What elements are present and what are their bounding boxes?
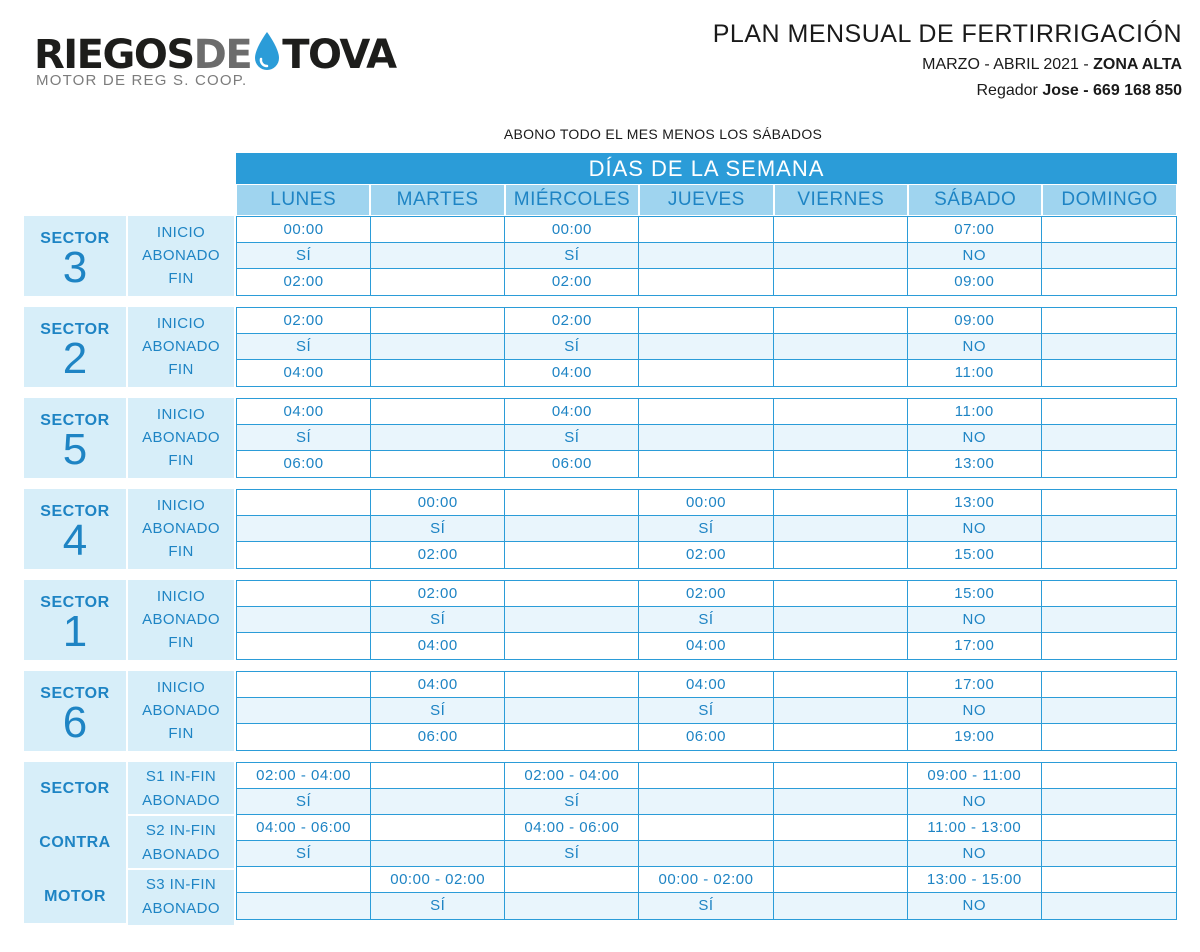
table-cell [1042,516,1176,541]
table-cell [774,672,908,697]
week-title: DÍAS DE LA SEMANA [236,153,1177,184]
table-cell [639,763,773,788]
table-cell [371,763,505,788]
table-cell [371,269,505,295]
table-cell: SÍ [371,698,505,723]
row-type-label-2: FIN [168,361,194,378]
row-type-label-1: ABONADO [142,611,220,628]
table-cell [237,867,371,892]
table-cell: 04:00 - 06:00 [237,815,371,840]
sector-number: 4 [62,516,88,565]
table-cell: SÍ [505,243,639,268]
table-cell [371,308,505,333]
table-cell: 00:00 - 02:00 [371,867,505,892]
logo-part-tova: TOVA [282,32,396,78]
row-type-label-0: INICIO [156,406,206,423]
table-cell [1042,243,1176,268]
sector-label-4 [24,489,126,569]
sector-number: 1 [62,607,88,656]
table-row [237,841,1176,867]
table-cell: 11:00 - 13:00 [908,815,1042,840]
table-cell [237,672,371,697]
table-cell [639,269,773,295]
contact-value: Jose - 669 168 850 [1042,82,1182,99]
motor-row-label: ABONADO [142,846,220,863]
table-cell [237,607,371,632]
table-row [237,815,1176,841]
table-cell [237,698,371,723]
table-row [237,581,1176,607]
table-cell: 11:00 [908,399,1042,424]
table-cell: 13:00 - 15:00 [908,867,1042,892]
table-cell: 04:00 [639,672,773,697]
table-cell: 02:00 [371,581,505,606]
row-type-label-1: ABONADO [142,702,220,719]
table-cell: NO [908,334,1042,359]
table-cell: 13:00 [908,490,1042,515]
table-cell [1042,360,1176,386]
table-cell [371,399,505,424]
table-cell [1042,542,1176,568]
table-cell: 13:00 [908,451,1042,477]
table-cell [774,490,908,515]
table-cell [774,815,908,840]
table-cell: 04:00 [505,360,639,386]
table-cell [237,581,371,606]
table-cell [371,217,505,242]
table-row [237,724,1176,750]
contact-label: Regador [976,82,1043,99]
row-type-label-1: ABONADO [142,429,220,446]
table-cell [639,334,773,359]
table-cell: NO [908,607,1042,632]
table-cell: SÍ [237,789,371,814]
table-cell [1042,763,1176,788]
water-drop-icon [252,30,282,74]
table-cell [774,607,908,632]
table-cell: 06:00 [371,724,505,750]
motor-row-label: S1 IN-FIN [145,768,217,785]
table-cell [1042,633,1176,659]
row-type-label-2: FIN [168,543,194,560]
sector-grid-3 [236,216,1177,296]
row-type-labels [128,580,234,660]
sector-label-6 [24,671,126,751]
table-cell [774,243,908,268]
day-header-5: VIERNES [775,185,907,215]
table-cell: 06:00 [505,451,639,477]
table-cell [1042,815,1176,840]
sector-label-1 [24,580,126,660]
table-cell: NO [908,516,1042,541]
table-cell [371,841,505,866]
row-type-label-2: FIN [168,270,194,287]
logo-part-riegos: RIEGOS [34,32,194,78]
table-cell: 00:00 [237,217,371,242]
table-cell: 02:00 [639,581,773,606]
table-cell: 00:00 [371,490,505,515]
table-cell [774,542,908,568]
table-cell [505,542,639,568]
sector-label-text: SECTOR [40,503,110,520]
table-cell: 02:00 - 04:00 [237,763,371,788]
table-cell: SÍ [505,334,639,359]
page-title: PLAN MENSUAL DE FERTIRRIGACIÓN [712,20,1182,48]
table-cell: 15:00 [908,581,1042,606]
sector-grid-5 [236,398,1177,478]
table-cell: 06:00 [639,724,773,750]
table-cell [774,516,908,541]
table-cell: 02:00 [237,308,371,333]
table-cell: SÍ [639,698,773,723]
motor-row-labels-1 [128,762,234,814]
sector-label-text: SECTOR [40,230,110,247]
table-cell: NO [908,698,1042,723]
table-cell: 06:00 [237,451,371,477]
table-cell [774,334,908,359]
table-cell: 19:00 [908,724,1042,750]
row-type-label-0: INICIO [156,679,206,696]
day-header-4: JUEVES [640,185,772,215]
table-cell [774,893,908,919]
sector-label-text: SECTOR [40,685,110,702]
table-cell [639,425,773,450]
motor-sector-label [24,762,126,923]
table-cell [639,308,773,333]
table-row [237,763,1176,789]
table-cell: 04:00 - 06:00 [505,815,639,840]
contact-line [977,82,1183,100]
table-cell [1042,269,1176,295]
table-cell: SÍ [505,425,639,450]
table-cell: 15:00 [908,542,1042,568]
table-cell [1042,724,1176,750]
table-cell [774,308,908,333]
table-cell [639,841,773,866]
table-cell: 00:00 - 02:00 [639,867,773,892]
sector-grid-4 [236,489,1177,569]
table-cell: SÍ [371,607,505,632]
sector-grid-1 [236,580,1177,660]
table-cell [1042,867,1176,892]
table-cell [237,542,371,568]
table-row [237,334,1176,360]
sector-label-5 [24,398,126,478]
motor-row-labels-2 [128,816,234,868]
table-cell [371,334,505,359]
table-cell [774,867,908,892]
table-cell [237,490,371,515]
table-cell [505,516,639,541]
table-cell [639,217,773,242]
table-cell [1042,451,1176,477]
table-cell [371,243,505,268]
motor-row-labels-3 [128,870,234,925]
table-cell: SÍ [639,516,773,541]
table-cell: SÍ [237,425,371,450]
table-cell: 09:00 - 11:00 [908,763,1042,788]
table-cell: SÍ [639,893,773,919]
day-header-2: MARTES [371,185,503,215]
row-type-labels [128,671,234,751]
row-type-label-1: ABONADO [142,520,220,537]
table-cell [1042,334,1176,359]
table-row [237,672,1176,698]
table-row [237,451,1176,477]
schedule-note: ABONO TODO EL MES MENOS LOS SÁBADOS [503,126,823,142]
day-header-6: SÁBADO [909,185,1041,215]
table-cell [505,893,639,919]
table-row [237,217,1176,243]
table-row [237,789,1176,815]
table-cell [1042,490,1176,515]
zone-text: ZONA ALTA [1093,56,1182,73]
table-cell [774,425,908,450]
row-type-labels [128,216,234,296]
row-type-labels [128,307,234,387]
table-cell [1042,841,1176,866]
table-row [237,542,1176,568]
table-cell: NO [908,425,1042,450]
table-row [237,360,1176,386]
table-cell [639,243,773,268]
sector-number: 5 [62,425,88,474]
table-cell [505,633,639,659]
table-cell: 09:00 [908,308,1042,333]
table-cell: NO [908,789,1042,814]
motor-label-line-1: CONTRA [39,834,111,851]
row-type-label-0: INICIO [156,315,206,332]
table-cell: NO [908,893,1042,919]
sector-grid-6 [236,671,1177,751]
table-cell: 00:00 [505,217,639,242]
logo-part-de: DE [193,32,252,78]
table-cell [639,451,773,477]
row-type-label-2: FIN [168,725,194,742]
table-cell: 02:00 [505,308,639,333]
table-cell [774,399,908,424]
table-cell [505,490,639,515]
logo [34,22,434,102]
table-cell [237,724,371,750]
table-cell: 11:00 [908,360,1042,386]
sector-label-text: SECTOR [40,412,110,429]
table-cell [371,425,505,450]
table-cell: 17:00 [908,633,1042,659]
table-cell [371,360,505,386]
table-cell [1042,607,1176,632]
table-row [237,269,1176,295]
sector-number: 3 [62,243,88,292]
table-cell [1042,581,1176,606]
row-type-labels [128,398,234,478]
sector-grid-2 [236,307,1177,387]
row-type-label-1: ABONADO [142,247,220,264]
table-cell [1042,399,1176,424]
logo-subtitle: MOTOR DE REG S. COOP. [36,72,248,89]
sector-label-text: SECTOR [40,321,110,338]
table-cell: 02:00 [371,542,505,568]
table-row [237,516,1176,542]
table-cell [237,893,371,919]
table-cell: 02:00 [505,269,639,295]
table-cell: SÍ [237,243,371,268]
table-row [237,607,1176,633]
table-cell [774,581,908,606]
table-cell [774,633,908,659]
day-header-3: MIÉRCOLES [506,185,638,215]
table-cell [1042,893,1176,919]
table-cell: 04:00 [639,633,773,659]
table-cell [1042,698,1176,723]
table-cell: SÍ [371,516,505,541]
table-cell [371,789,505,814]
sector-number: 2 [62,334,88,383]
table-cell: 02:00 [639,542,773,568]
motor-label-line-2: MOTOR [44,888,106,905]
table-cell [774,789,908,814]
table-cell [371,815,505,840]
table-cell [774,763,908,788]
table-cell [1042,217,1176,242]
motor-row-label: S2 IN-FIN [145,822,217,839]
table-row [237,308,1176,334]
table-cell [1042,672,1176,697]
table-cell [774,451,908,477]
table-cell: 00:00 [639,490,773,515]
table-cell: SÍ [371,893,505,919]
table-cell [774,360,908,386]
table-cell: 04:00 [237,399,371,424]
row-type-label-2: FIN [168,634,194,651]
sector-number: 6 [62,698,88,747]
table-cell: NO [908,841,1042,866]
table-row [237,867,1176,893]
table-cell [237,633,371,659]
motor-row-label: ABONADO [142,792,220,809]
table-row [237,399,1176,425]
motor-row-label: S3 IN-FIN [145,876,217,893]
table-cell: 09:00 [908,269,1042,295]
table-cell: SÍ [639,607,773,632]
table-cell [1042,425,1176,450]
table-cell [1042,308,1176,333]
table-cell: SÍ [237,334,371,359]
table-row [237,490,1176,516]
table-cell: 17:00 [908,672,1042,697]
day-header-7: DOMINGO [1043,185,1175,215]
period-line [922,56,1182,74]
table-row [237,698,1176,724]
sector-label-text: SECTOR [40,594,110,611]
table-cell [774,698,908,723]
row-type-label-0: INICIO [156,588,206,605]
table-cell [639,360,773,386]
table-cell [505,607,639,632]
table-cell [505,698,639,723]
table-cell: 02:00 - 04:00 [505,763,639,788]
row-type-label-0: INICIO [156,224,206,241]
table-cell: 04:00 [371,633,505,659]
day-header-1: LUNES [237,185,369,215]
table-cell [371,451,505,477]
period-text: MARZO - ABRIL 2021 - [922,56,1094,73]
table-cell [237,516,371,541]
row-type-label-1: ABONADO [142,338,220,355]
table-cell [505,581,639,606]
motor-row-label: ABONADO [142,900,220,917]
table-cell [639,789,773,814]
table-cell [505,867,639,892]
table-cell [639,815,773,840]
table-cell [774,269,908,295]
table-cell: 02:00 [237,269,371,295]
table-cell: 04:00 [237,360,371,386]
sector-label-2 [24,307,126,387]
table-cell [774,724,908,750]
table-row [237,425,1176,451]
table-cell [505,724,639,750]
table-cell: 04:00 [371,672,505,697]
table-row [237,243,1176,269]
table-row [237,893,1176,919]
table-cell: 04:00 [505,399,639,424]
row-type-labels [128,489,234,569]
table-cell [639,399,773,424]
motor-grid [236,762,1177,920]
table-cell [1042,789,1176,814]
table-cell [505,672,639,697]
sector-label-3 [24,216,126,296]
table-cell: NO [908,243,1042,268]
table-cell: SÍ [505,789,639,814]
table-cell: SÍ [237,841,371,866]
table-cell: 07:00 [908,217,1042,242]
motor-label-line-0: SECTOR [40,780,110,797]
row-type-label-2: FIN [168,452,194,469]
table-cell: SÍ [505,841,639,866]
table-cell [774,841,908,866]
table-cell [774,217,908,242]
row-type-label-0: INICIO [156,497,206,514]
table-row [237,633,1176,659]
